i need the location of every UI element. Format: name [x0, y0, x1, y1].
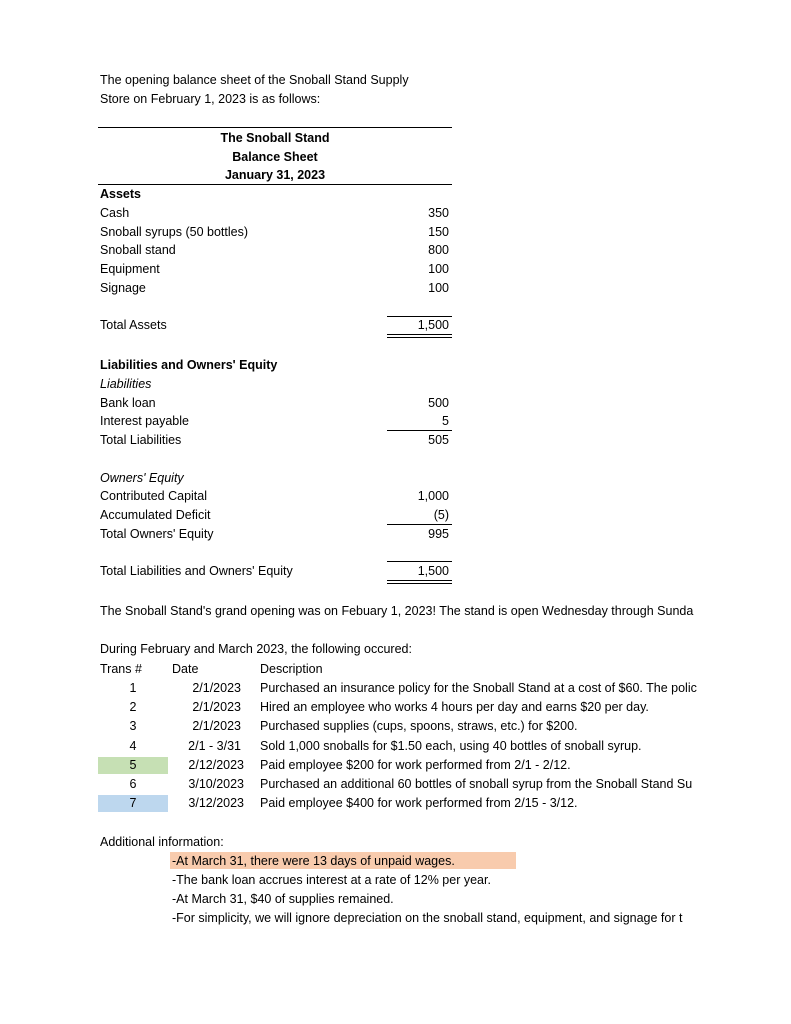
- liability-value: 500: [428, 396, 449, 410]
- liability-label: Interest payable: [100, 414, 189, 428]
- total-equity-rule: [387, 524, 452, 525]
- total-liabilities-value: 505: [428, 433, 449, 447]
- asset-value: 100: [428, 281, 449, 295]
- trans-num: 7: [129, 796, 137, 810]
- trans-num: 2: [129, 700, 137, 714]
- additional-info-header: Additional information:: [100, 835, 224, 849]
- trans-desc: Purchased supplies (cups, spoons, straws, etc.) for $200.: [260, 719, 578, 733]
- trans-desc-header: Description: [260, 662, 323, 676]
- trans-desc: Purchased an additional 60 bottles of snoball syrup from the Snoball Stand Su: [260, 777, 693, 791]
- balance-sheet-header-rule: [98, 184, 452, 185]
- liability-value: 5: [442, 414, 449, 428]
- asset-value: 150: [428, 225, 449, 239]
- total-assets-double-rule-1: [387, 334, 452, 335]
- balance-sheet-date: January 31, 2023: [224, 168, 326, 182]
- additional-info-item: -At March 31, there were 13 days of unpaid wages.: [172, 854, 455, 868]
- additional-info-item: -For simplicity, we will ignore depreciation on the snoball stand, equipment, and signage for t: [172, 911, 683, 925]
- asset-value: 100: [428, 262, 449, 276]
- transactions-intro: During February and March 2023, the following occured:: [100, 642, 412, 656]
- liabilities-equity-header: Liabilities and Owners' Equity: [100, 358, 278, 372]
- trans-date-header: Date: [172, 662, 199, 676]
- trans-date: 3/12/2023: [188, 796, 244, 810]
- trans-desc: Paid employee $400 for work performed from 2/15 - 3/12.: [260, 796, 578, 810]
- intro-line-2: Store on February 1, 2023 is as follows:: [100, 92, 321, 106]
- total-assets-double-rule-2: [387, 337, 452, 338]
- trans-desc: Hired an employee who works 4 hours per day and earns $20 per day.: [260, 700, 649, 714]
- total-assets-value: 1,500: [417, 318, 449, 332]
- total-le-value: 1,500: [417, 564, 449, 578]
- trans-desc: Purchased an insurance policy for the Snoball Stand at a cost of $60. The polic: [260, 681, 697, 695]
- trans-num: 6: [129, 777, 137, 791]
- trans-date: 2/1/2023: [192, 700, 241, 714]
- assets-header: Assets: [100, 187, 141, 201]
- equity-value: 1,000: [417, 489, 449, 503]
- asset-label: Equipment: [100, 262, 160, 276]
- liability-label: Bank loan: [100, 396, 156, 410]
- additional-info-item: -The bank loan accrues interest at a rate of 12% per year.: [172, 873, 491, 887]
- balance-sheet-subtitle: Balance Sheet: [232, 150, 318, 164]
- asset-value: 350: [428, 206, 449, 220]
- equity-subheader: Owners' Equity: [100, 471, 184, 485]
- trans-num: 5: [129, 758, 137, 772]
- trans-num: 1: [129, 681, 137, 695]
- trans-date: 2/12/2023: [188, 758, 244, 772]
- equity-label: Contributed Capital: [100, 489, 208, 503]
- total-assets-label: Total Assets: [100, 318, 167, 332]
- trans-date: 2/1 - 3/31: [188, 739, 241, 753]
- total-equity-label: Total Owners' Equity: [100, 527, 214, 541]
- trans-date: 3/10/2023: [188, 777, 244, 791]
- equity-value: (5): [433, 508, 449, 522]
- asset-label: Cash: [100, 206, 130, 220]
- trans-desc: Sold 1,000 snoballs for $1.50 each, using 40 bottles of snoball syrup.: [260, 739, 642, 753]
- balance-sheet-title: The Snoball Stand: [220, 131, 330, 145]
- liabilities-subheader: Liabilities: [100, 377, 152, 391]
- asset-label: Snoball syrups (50 bottles): [100, 225, 248, 239]
- trans-num-header: Trans #: [100, 662, 142, 676]
- trans-date: 2/1/2023: [192, 681, 241, 695]
- additional-info-item: -At March 31, $40 of supplies remained.: [172, 892, 394, 906]
- total-equity-value: 995: [428, 527, 449, 541]
- intro-line-1: The opening balance sheet of the Snoball Stand Supply: [100, 73, 409, 87]
- total-liabilities-label: Total Liabilities: [100, 433, 182, 447]
- asset-value: 800: [428, 243, 449, 257]
- total-le-top-rule: [387, 561, 452, 562]
- asset-label: Snoball stand: [100, 243, 176, 257]
- grand-opening-text: The Snoball Stand's grand opening was on Febuary 1, 2023! The stand is open Wednesday through Sunda: [100, 604, 694, 618]
- total-le-double-rule-2: [387, 583, 452, 584]
- equity-label: Accumulated Deficit: [100, 508, 211, 522]
- total-le-label: Total Liabilities and Owners' Equity: [100, 564, 293, 578]
- total-liabilities-rule: [387, 430, 452, 431]
- balance-sheet-top-rule: [98, 127, 452, 128]
- trans-num: 4: [129, 739, 137, 753]
- asset-label: Signage: [100, 281, 146, 295]
- trans-date: 2/1/2023: [192, 719, 241, 733]
- trans-desc: Paid employee $200 for work performed from 2/1 - 2/12.: [260, 758, 571, 772]
- trans-num: 3: [129, 719, 137, 733]
- total-le-double-rule-1: [387, 580, 452, 581]
